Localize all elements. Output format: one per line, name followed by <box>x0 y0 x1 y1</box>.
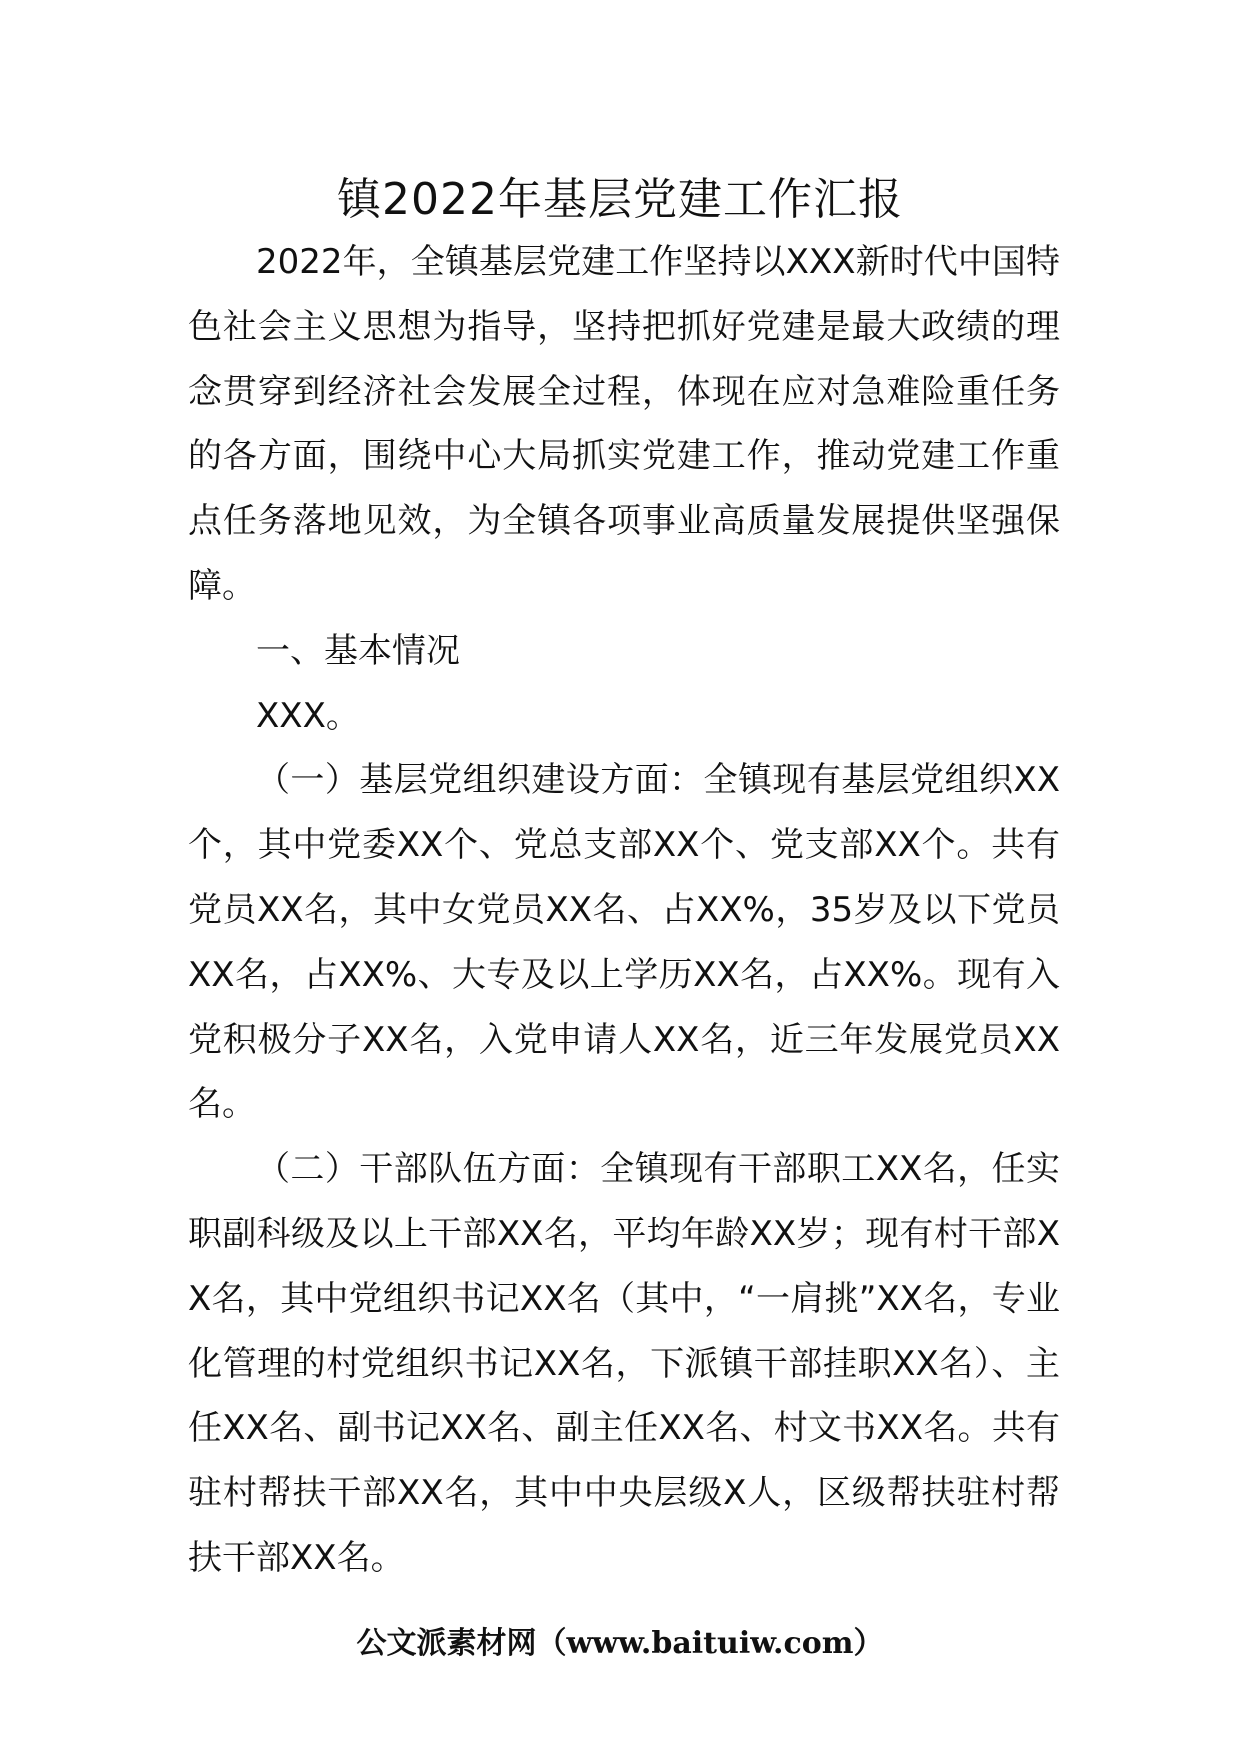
cadre-team-paragraph: （二）干部队伍方面：全镇现有干部职工XX名，任实职副科级及以上干部XX名，平均年龄XX岁；现有村干部XX名，其中党组织书记XX名（其中，“一肩挑”XX名，专业化管理的村党组织书记XX名，下派镇干部挂职XX名）、主任XX名、副书记XX名、副主任XX名、村文书XX名。共有驻村帮扶干部XX名，其中中央层级X人，区级帮扶驻村帮扶干部XX名。 <box>188 1149 1060 1578</box>
intro-paragraph: 2022年，全镇基层党建工作坚持以XXX新时代中国特色社会主义思想为指导，坚持把抓好党建是最大政绩的理念贯穿到经济社会发展全过程，体现在应对急难险重任务的各方面，围绕中心大局抓实党建工作，推动党建工作重点任务落地见效，为全镇各项事业高质量发展提供坚强保障。 <box>188 242 1060 606</box>
document-title: 镇2022年基层党建工作汇报 <box>337 174 903 225</box>
footer-watermark: 公文派素材网（www.baituiw.com） <box>356 1626 884 1661</box>
section-heading-basic-situation: 一、基本情况 <box>256 630 460 671</box>
placeholder-paragraph: XXX。 <box>256 695 360 736</box>
document-body <box>188 230 1060 1591</box>
party-organization-paragraph: （一）基层党组织建设方面：全镇现有基层党组织XX个，其中党委XX个、党总支部XX个、党支部XX个。共有党员XX名，其中女党员XX名、占XX%，35岁及以下党员XX名，占XX%、大专及以上学历XX名，占XX%。现有入党积极分子XX名，入党申请人XX名，近三年发展党员XX名。 <box>188 760 1060 1125</box>
